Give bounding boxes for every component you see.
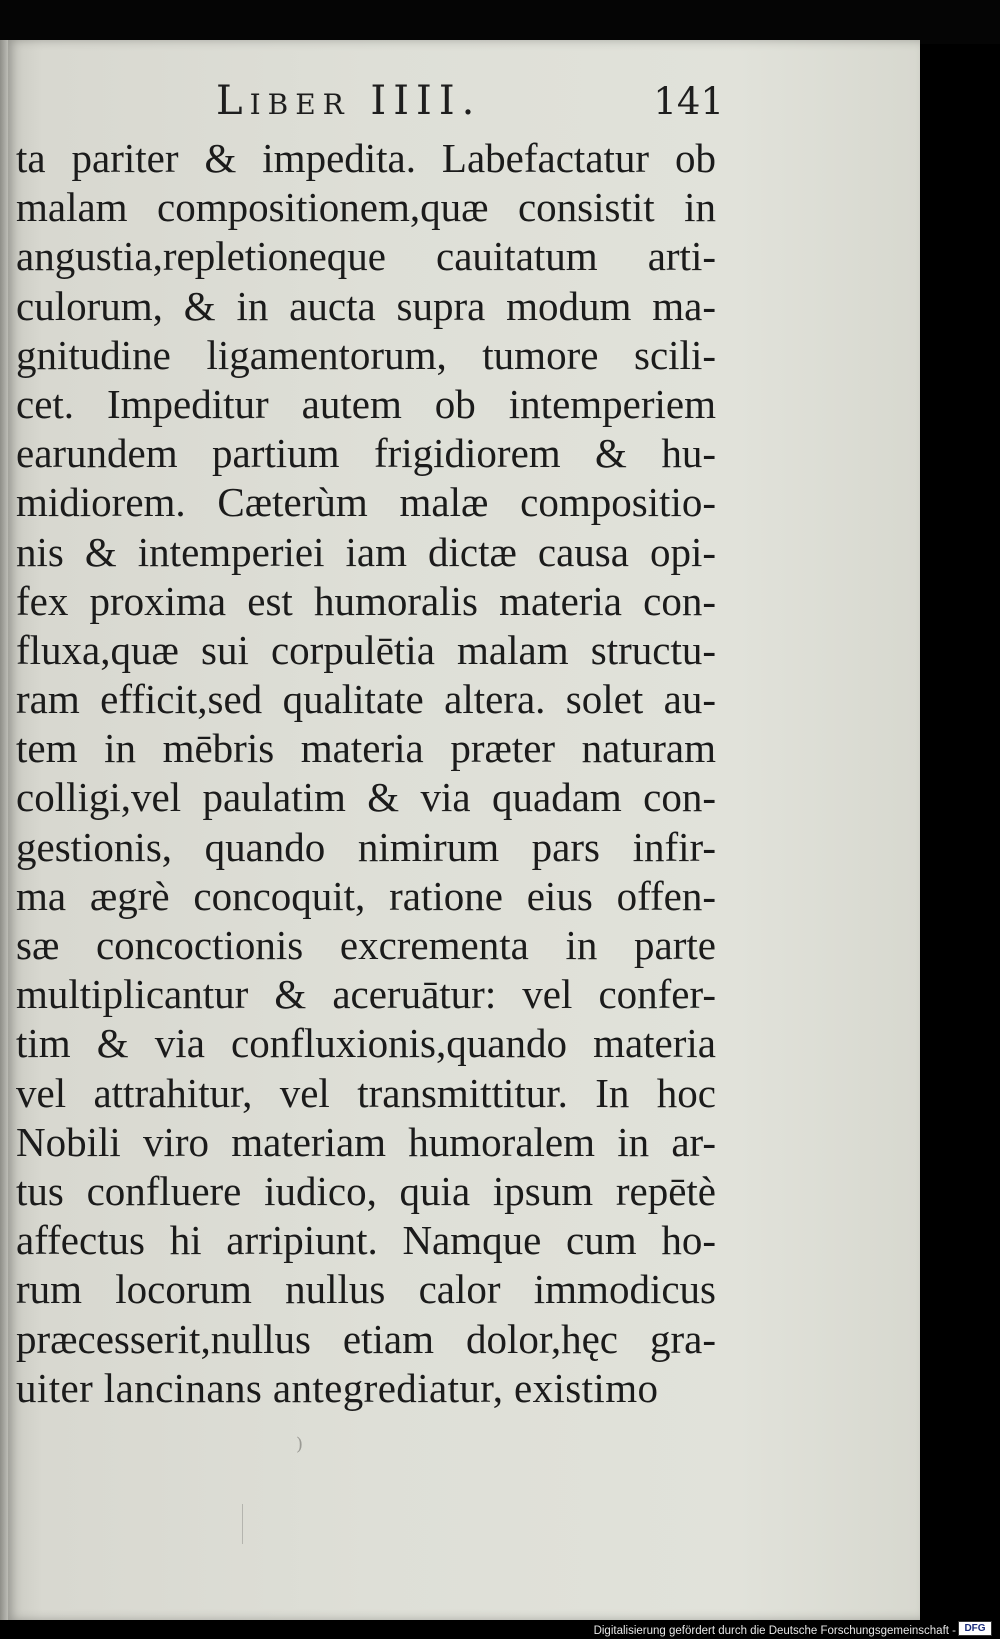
text-line: fex proxima est humoralis materia con-: [16, 577, 716, 624]
text-line: ta pariter & impedita. Labefactatur ob: [16, 135, 716, 181]
text-line: colligi,vel paulatim & via quadam con-: [16, 774, 716, 821]
book-page: [6, 40, 920, 1620]
running-head-title: Liber IIII.: [216, 78, 482, 124]
text-line: nis & intemperiei iam dictæ causa opi-: [16, 528, 716, 575]
text-line: uiter lancinans antegrediatur, existimo: [16, 1364, 659, 1411]
text-line: præcesserit,nullus etiam dolor,hęc gra-: [16, 1315, 716, 1362]
page-edge: [0, 40, 8, 1620]
page-number: 141: [653, 80, 724, 123]
text-line: culorum, & in aucta supra modum ma-: [16, 282, 716, 329]
text-line: Nobili viro materiam humoralem in ar-: [16, 1118, 716, 1165]
stray-mark: [242, 1504, 247, 1544]
margin-mark: ): [296, 1434, 304, 1455]
text-line: cet. Impeditur autem ob intemperiem: [16, 380, 716, 427]
text-line: fluxa,quæ sui corpulētia malam structu-: [16, 626, 716, 673]
text-line: tus confluere iudico, quia ipsum repētè: [16, 1167, 716, 1214]
text-line: earundem partium frigidiorem & hu-: [16, 430, 716, 477]
dfg-logo-icon: DFG: [958, 1621, 992, 1636]
text-line: gestionis, quando nimirum pars infir-: [16, 823, 716, 870]
text-line: malam compositionem,quæ consistit in: [16, 184, 716, 231]
text-line: multiplicantur & aceruātur: vel confer-: [16, 971, 716, 1018]
running-head: [6, 78, 920, 134]
text-line: ram efficit,sed qualitate altera. solet au-: [16, 676, 716, 723]
text-line: angustia,repletioneque cauitatum arti-: [16, 233, 716, 280]
text-line: tem in mēbris materia præter naturam: [16, 725, 716, 772]
text-line: midiorem. Cæterùm malæ compositio-: [16, 479, 716, 526]
text-line: tim & via confluxionis,quando materia: [16, 1020, 716, 1067]
text-line: vel attrahitur, vel transmittitur. In hoc: [16, 1069, 716, 1116]
text-line: ma ægrè concoquit, ratione eius offen-: [16, 872, 716, 919]
scan-top-border: [0, 0, 1000, 44]
text-line: rum locorum nullus calor immodicus: [16, 1266, 716, 1313]
footer-bar: [0, 1620, 1000, 1639]
text-line: gnitudine ligamentorum, tumore scili-: [16, 331, 716, 378]
digitization-credit: Digitalisierung gefördert durch die Deutsche Forschungsgemeinschaft -: [593, 1625, 956, 1637]
body-text: [16, 134, 716, 1413]
text-line: sæ concoctionis excrementa in parte: [16, 922, 716, 968]
text-line: affectus hi arripiunt. Namque cum ho-: [16, 1217, 716, 1264]
